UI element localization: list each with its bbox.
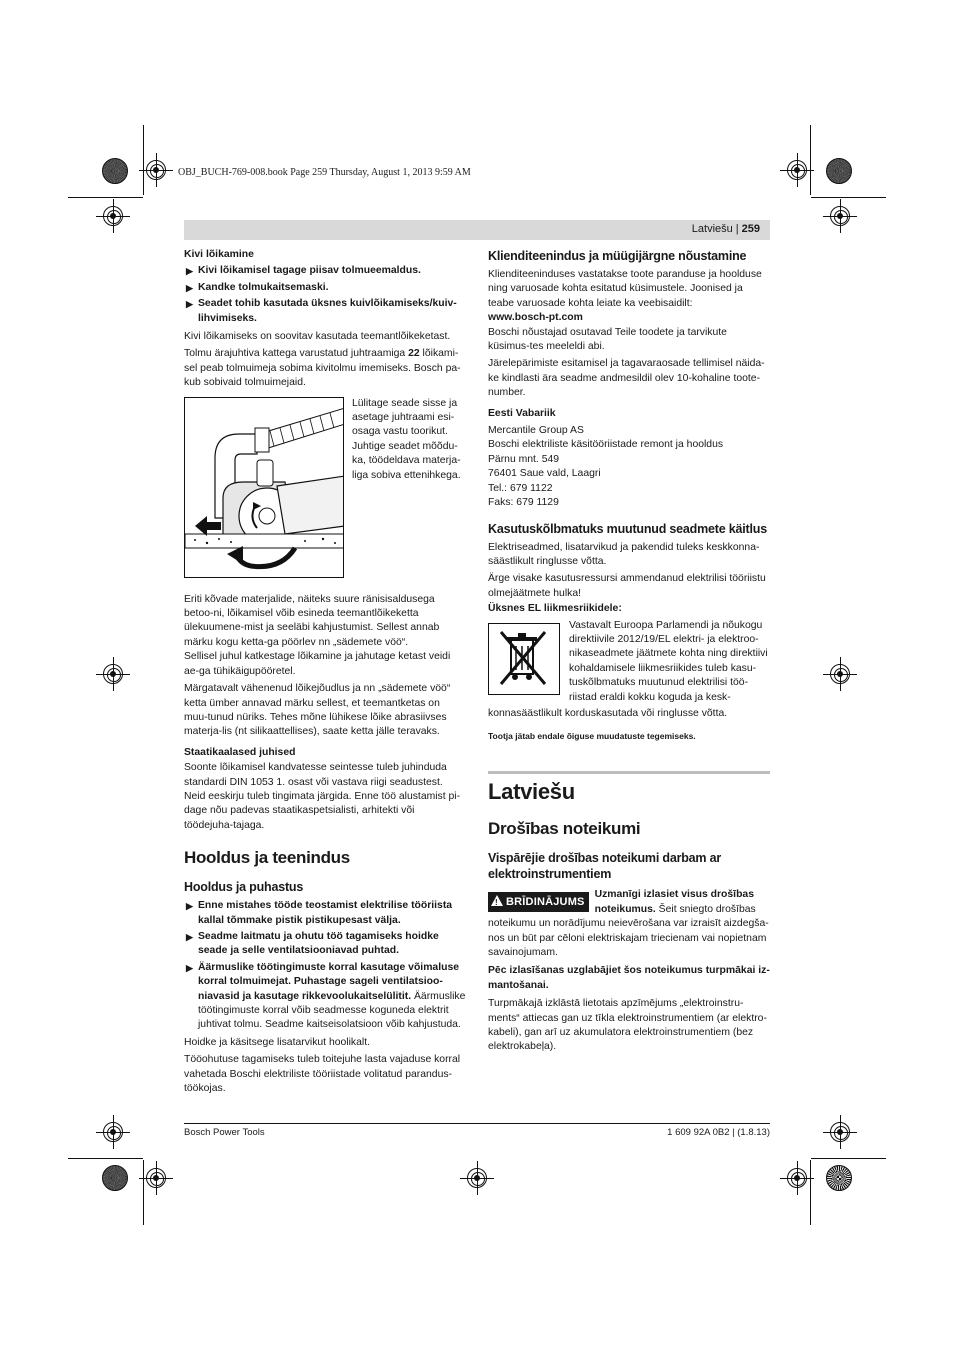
crop-mark [811,197,886,198]
bullet-arrow-icon: ▶ [186,266,193,277]
address-block [488,424,770,510]
bullet-arrow-icon: ▶ [186,931,193,942]
crossed-bin-weee-icon [488,623,560,695]
paragraph: Boschi nõustajad osutavad Teile toodete ja tarvikute küsimus-tes meeleldi abi. [488,326,727,353]
registration-mark-icon [467,1168,487,1188]
registration-mark-icon [787,1168,807,1188]
address-line: Mercantile Group AS [488,425,584,437]
bullet-item: ▶ Enne mistahes tööde teostamist elektrilise tööriista kallal tõmmake pistik pistikupesast välja. [186,900,453,926]
bullet-item: ▶ Kandke tolmukaitsemaski. [184,281,466,295]
registration-mark-icon [103,664,123,684]
country-title: Eesti Vabariik [488,407,556,419]
paragraph: Järelepärimiste esitamisel ja tagavaraosade tellimisel näida-ke kindlasti ära seadme andmesildil olev 10-kohaline toote-number. [488,358,765,399]
paragraph: Klienditeeninduses vastatakse toote paranduse ja hoolduse ning varuosade kohta esitatud küsimustele. Joonised ja teabe varuosade kohta leiate ka veebisaidilt: [488,269,762,309]
heading-cleaning: Hooldus ja puhastus [184,880,304,895]
registration-mark-icon [830,206,850,226]
crop-mark [143,1160,144,1225]
section-title-static: Staatikaalased juhised [184,746,296,758]
eu-only-title: Üksnes EL liikmesriikidele: [488,603,622,615]
footer-code: 1 609 92A 0B2 | (1.8.13) [667,1127,770,1138]
bullet-arrow-icon: ▶ [186,282,193,293]
registration-mark-icon [787,160,807,180]
paragraph: Tolmu ärajuhtiva kattega varustatud juhtraamiga 22 lõikami-sel peab tolmuimeja sobima kivitolmu imemiseks. Bosch pa-kub sobivaid tolmuimejaid. [184,348,461,389]
address-line: Boschi elektriliste käsitööriistade remont ja hooldus [488,439,724,451]
registration-mark-icon [830,1122,850,1142]
registration-rosette-icon [102,1165,128,1191]
registration-mark-icon [146,160,166,180]
crop-mark [811,1158,886,1159]
print-header: OBJ_BUCH-769-008.book Page 259 Thursday, August 1, 2013 9:59 AM [178,167,471,178]
bullet-item: ▶ Äärmuslike töötingimuste korral kasutage võimaluse korral tolmuimejat. Puhastage sageli ventilatsioo-niavasid ja kasutage rikkevoolukaitselülitit. Äärmuslike töötingimuste korral võib seadmesse koguneda elektrit juhtivat tolmu. Seadme kaitseisolatsioon võib kahjustuda. [186,961,466,1031]
crop-mark [810,1160,811,1225]
keep-instructions-note: Pēc izlasīšanas uzglabājiet šos noteikumus turpmākai iz-mantošanai. [488,965,770,991]
warning-paragraph: ! BRĪDINĀJUMS Uzmanīgi izlasiet visus drošības noteikumus. Šeit sniegto drošības noteikumu un norādījumu neievērošana var izraisīt aizdegša-nos un būt par cēloni elektriskajam triecienam vai nopietnam savainojumam. [488,889,769,958]
page-header [184,220,770,240]
heading-safety-rules: Drošības noteikumi [488,819,641,839]
warning-badge: ! BRĪDINĀJUMS [488,892,589,911]
angle-grinder-cutting-guide-icon [185,398,344,578]
warning-triangle-icon: ! [491,895,503,906]
grinder-illustration [184,397,344,578]
weee-text: Vastavalt Euroopa Parlamendi ja nõukogu direktiivile 2012/19/EL elektri- ja elektroo-nikaseadmete jäätmete kohta ning direktiivi kohaldamisele liikmesriikides tuleb kasu-tuskõlbmatuks muutunud elektrilisi töö-riistad eraldi kokku koguda ja kesk- [569,619,768,703]
registration-rosette-icon [826,158,852,184]
figure-caption: Lülitage seade sisse ja asetage juhtraami esi-osaga vastu toorikut. Juhtige seadet mõõdu-ka, töödeldava materja-liga sobiva ettenihkega. [352,397,461,481]
crop-mark [68,1158,143,1159]
section-divider [488,771,770,774]
bullet-arrow-icon: ▶ [186,962,193,973]
paragraph: Hoidke ja käsitsege lisatarvikut hoolikalt. [184,1036,370,1048]
paragraph: Ärge visake kasutusressursi ammendanud elektrilisi tööriistu olmejäätmete hulka! [488,573,766,599]
paragraph: Märgatavalt vähenenud lõikejõudlus ja nn „sädemete vöö“ ketta ümber annavad märku sellest, et teemantketas on muu-tunud nüriks. Tehes mõne lühikese lõike abrasiivses materja-lis (nt silikaattellises), saate ketta jälle teravaks. [184,683,451,738]
address-line: Pärnu mnt. 549 [488,453,560,465]
header-text: Latviešu | 259 [691,223,760,235]
paragraph: Sellisel juhul katkestage lõikamine ja jahutage ketast veidi ae-ga tühikäigupööretel. [184,651,451,677]
footer-brand: Bosch Power Tools [184,1127,265,1138]
footer-divider [184,1123,770,1124]
registration-rosette-icon [102,158,128,184]
weee-block [488,619,770,719]
paragraph: Elektriseadmed, lisatarvikud ja pakendid tuleks keskkonna-säästlikult ringlusse võtta. [488,541,760,567]
crop-mark [143,125,144,195]
heading-language-latvian: Latviešu [488,779,575,805]
address-line: 76401 Saue vald, Laagri [488,468,601,480]
page-number: 259 [741,223,760,235]
registration-rosette-icon [826,1165,852,1191]
crop-mark [68,197,143,198]
paragraph: Kivi lõikamiseks on soovitav kasutada teemantlõikeketast. [184,331,451,343]
registration-mark-icon [830,664,850,684]
registration-mark-icon [103,1122,123,1142]
website-link[interactable]: www.bosch-pt.com [488,312,583,324]
crop-mark [810,125,811,195]
phone-number: Tel.: 679 1122 [488,482,553,494]
paragraph: Eriti kõvade materjalide, näiteks suure ränisisaldusega betoo-ni, lõikamisel võib esineda teemantlõikeketta ülekuumene-mist ja seeläbi kahjustumist. Sellest annab märku kogu ketta-ga pöörlev nn „sädemete vöö“. [184,593,440,648]
paragraph: Turpmākajā izklāstā lietotais apzīmējums „elektroinstru-ments“ attiecas gan uz tīkla elektroinstrumentiem (ar elektro-kabeli), gan arī uz akumulatora elektroinstrumentiem (bez elektrokabeļa). [488,998,767,1053]
paragraph: Soonte lõikamisel kandvatesse seintesse tuleb juhinduda standardi DIN 1053 1. osast või vastava riigi seadustest. Neid eeskirju tuleb tingimata järgida. Enne töö alustamist pi-dage nõu padevas staatikaspetsialisti, arhitekti või töödejuha-tajaga. [184,762,461,831]
heading-customer-service: Klienditeenindus ja müügijärgne nõustamine [488,249,747,263]
bullet-item: ▶ Kivi lõikamisel tagage piisav tolmueemaldus. [184,264,466,278]
right-column [488,248,770,1058]
bullet-item: ▶ Seadet tohib kasutada üksnes kuivlõikamiseks/kuiv-lihvimiseks. [186,298,457,324]
paragraph: konnasäästlikult korduskasutada või ringlusse võtta. [488,707,728,719]
heading-disposal: Kasutuskõlbmatuks muutunud seadmete käitlus [488,521,767,536]
bullet-arrow-icon: ▶ [186,901,193,912]
figure-block [184,397,466,583]
paragraph: Tööohutuse tagamiseks tuleb toitejuhe lasta vajaduse korral vahetada Boschi elektriliste tööriistade volitatud parandus-töökojas. [184,1054,461,1095]
header-language: Latviešu [691,223,733,235]
registration-mark-icon [103,206,123,226]
heading-maintenance: Hooldus ja teenindus [184,848,350,868]
section-title-stone-cutting: Kivi lõikamine [184,249,254,260]
bullet-arrow-icon: ▶ [186,299,193,310]
registration-mark-icon [146,1168,166,1188]
heading-general-safety: Vispārējie drošības noteikumi darbam ar elektroinstrumentiem [488,851,722,882]
bullet-item: ▶ Seadme laitmatu ja ohutu töö tagamiseks hoidke seade ja selle ventilatsiooniavad puhtad. [186,930,439,957]
fax-number: Faks: 679 1129 [488,497,559,509]
left-column [184,248,466,1099]
manufacturer-notice: Tootja jätab endale õiguse muudatuste tegemiseks. [488,730,696,741]
